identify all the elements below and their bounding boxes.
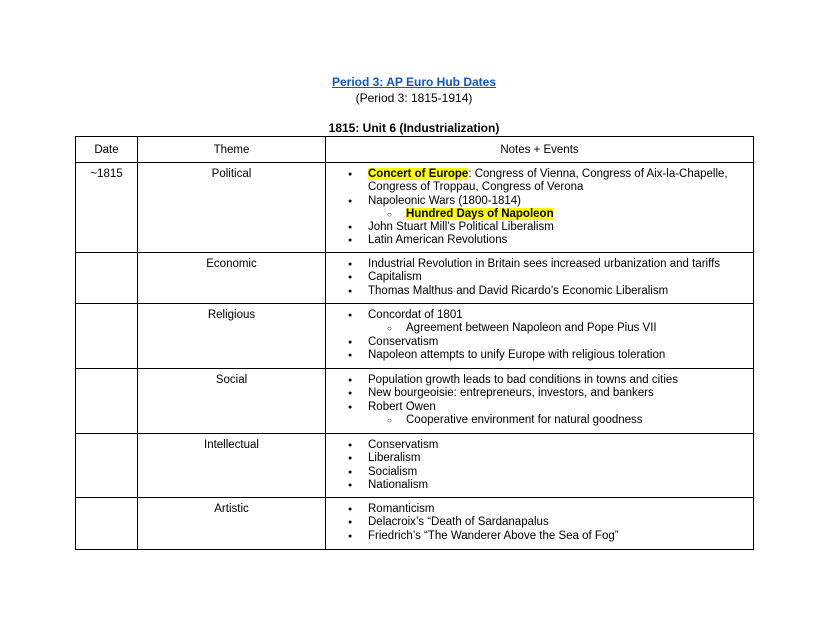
theme-cell: Religious	[138, 304, 326, 369]
table-row-artistic	[76, 498, 754, 550]
notes-cell	[326, 163, 754, 253]
list-item: ● Population growth leads to bad conditions in towns and cities	[326, 374, 743, 387]
dates-table	[75, 136, 754, 550]
list-item	[326, 168, 743, 195]
unit-heading: 1815: Unit 6 (Industrialization)	[328, 121, 500, 135]
list-item: ● John Stuart Mill’s Political Liberalism	[326, 221, 743, 234]
list-item: ● Friedrich’s “The Wanderer Above the Sea of Fog”	[326, 530, 743, 543]
list-item: ● Conservatism	[326, 336, 743, 349]
header-notes: Notes + Events	[326, 137, 754, 163]
sub-list-item: ○ Cooperative environment for natural goodness	[326, 414, 743, 427]
list-item: ● Concordat of 1801	[326, 309, 743, 322]
date-cell	[76, 253, 138, 304]
table-row-religious	[76, 304, 754, 369]
notes-list	[326, 168, 743, 248]
highlighted-term: Concert of Europe	[368, 168, 469, 180]
notes-list	[326, 439, 743, 492]
theme-cell: Economic	[138, 253, 326, 304]
notes-cell	[326, 498, 754, 550]
date-cell: ~1815	[76, 163, 138, 253]
list-item: ● Industrial Revolution in Britain sees increased urbanization and tariffs	[326, 258, 743, 271]
list-item: ● Napoleon attempts to unify Europe with religious toleration	[326, 349, 743, 362]
list-item: ● Thomas Malthus and David Ricardo’s Economic Liberalism	[326, 285, 743, 298]
list-item: ● Capitalism	[326, 271, 743, 284]
theme-cell: Intellectual	[138, 434, 326, 498]
document-subtitle: (Period 3: 1815-1914)	[355, 91, 473, 105]
notes-cell	[326, 304, 754, 369]
header-date: Date	[76, 137, 138, 163]
list-item: ● Nationalism	[326, 479, 743, 492]
date-cell	[76, 434, 138, 498]
sub-list-item	[326, 208, 743, 221]
list-item: ● Romanticism	[326, 503, 743, 516]
notes-list	[326, 258, 743, 298]
table-row-intellectual	[76, 434, 754, 498]
notes-list	[326, 374, 743, 427]
theme-cell: Political	[138, 163, 326, 253]
table-header-row	[76, 137, 754, 163]
document-title-link[interactable]: Period 3: AP Euro Hub Dates	[331, 75, 497, 89]
table-row-social	[76, 369, 754, 434]
date-cell	[76, 498, 138, 550]
list-item: ● Delacroix’s “Death of Sardanapalus	[326, 516, 743, 529]
theme-cell: Artistic	[138, 498, 326, 550]
list-item: ● Conservatism	[326, 439, 743, 452]
table-row-political	[76, 163, 754, 253]
list-item: ● Latin American Revolutions	[326, 234, 743, 247]
date-cell	[76, 369, 138, 434]
header-theme: Theme	[138, 137, 326, 163]
list-item: ● New bourgeoisie: entrepreneurs, investors, and bankers	[326, 387, 743, 400]
table-row-economic	[76, 253, 754, 304]
list-item: ● Socialism	[326, 466, 743, 479]
list-item: ● Robert Owen	[326, 401, 743, 414]
date-cell	[76, 304, 138, 369]
theme-cell: Social	[138, 369, 326, 434]
notes-cell	[326, 253, 754, 304]
notes-list	[326, 503, 743, 543]
list-item-text: : Congress of Vienna, Congress of Aix-la-Chapelle, Congress of Troppau, Congress of Verona	[368, 168, 728, 194]
highlighted-term: Hundred Days of Napoleon	[406, 207, 554, 220]
notes-cell	[326, 434, 754, 498]
notes-cell	[326, 369, 754, 434]
sub-list-item: ○ Agreement between Napoleon and Pope Pius VII	[326, 322, 743, 335]
notes-list	[326, 309, 743, 362]
list-item: ● Liberalism	[326, 452, 743, 465]
list-item: ● Napoleonic Wars (1800-1814)	[326, 195, 743, 208]
